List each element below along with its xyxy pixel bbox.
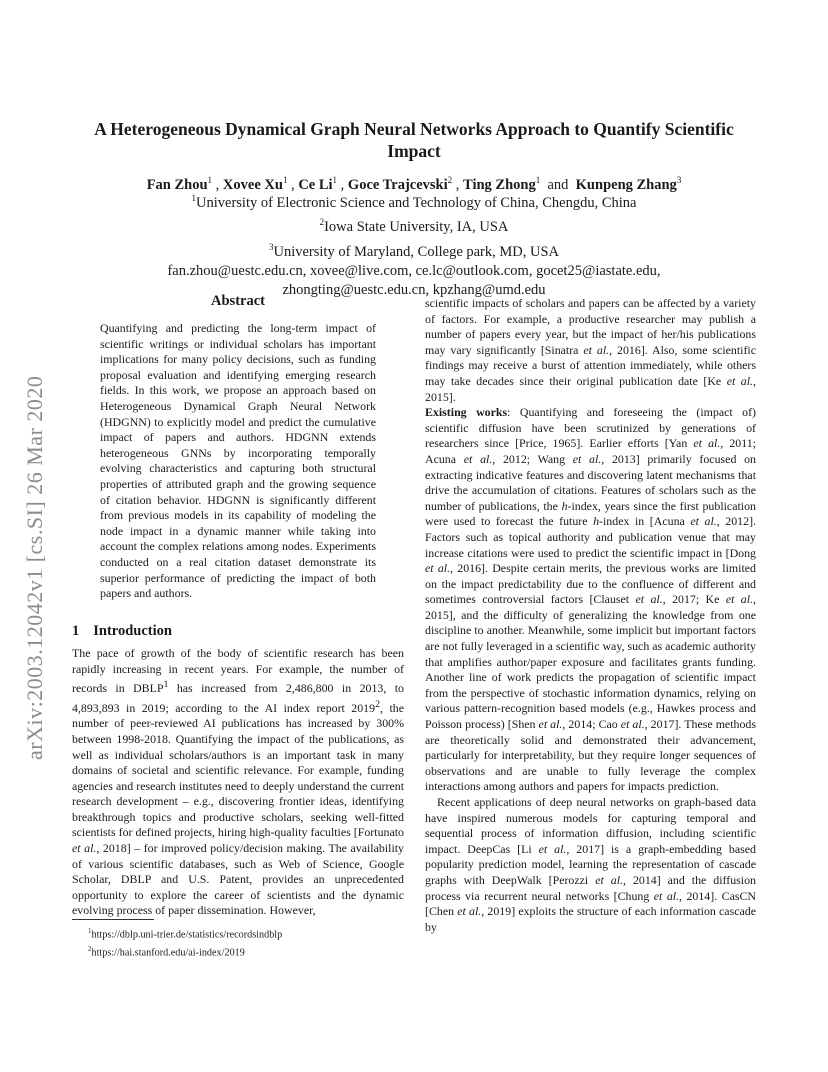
paper-title: A Heterogeneous Dynamical Graph Neural Networks Approach to Quantify Scientific Impact — [94, 119, 734, 161]
paragraph: scientific impacts of scholars and papers can be affected by a variety of factors. For example, a productive researcher may publish a number of papers every year, but the impact of her/his publications may vary significantly [Sinatra et al., 2016]. Also, some scientific findings may receive a burst of attention immediately, while others may take decades since their original publication date [Ke et al., 2015]. — [425, 296, 756, 404]
section-title: Introduction — [93, 623, 172, 639]
author-affil-mark: 1 — [535, 175, 541, 185]
affiliation-block — [72, 189, 756, 301]
author-name: Xovee Xu — [222, 176, 283, 193]
footnote-mark: 1 — [88, 927, 92, 935]
affiliation-mark: 2 — [319, 217, 325, 228]
author-name: Goce Trajcevski — [347, 176, 448, 193]
paragraph-lead: Existing works — [425, 405, 508, 420]
footnote-link: https://dblp.uni-trier.de/statistics/recordsindblp — [91, 929, 283, 941]
left-column — [72, 646, 404, 919]
abstract-text: Quantifying and predicting the long-term impact of scientific writings or individual scholars has important implications for many policy decisions, such as funding proposal evaluation and identifying emerging research fields. In this work, we propose an approach based on Heterogeneous Dynamical Graph Neural Network (HDGNN) to explicitly model and predict the cumulative impact of papers and authors. HDGNN extends heterogeneous GNNs by incorporating temporally evolving characteristics and capturing both structural properties of attributed graph and the growing sequence of citation behavior. HDGNN is significantly different from previous models in its capability of modeling the node impact in a dynamic manner while taking into account the complex relations among nodes. Experiments conducted on a real citation dataset demonstrate its superior performance of predicting the impact of both papers and authors. — [100, 321, 376, 601]
author-separator: , — [340, 176, 345, 193]
affiliation-text: University of Maryland, College park, MD, USA — [273, 243, 560, 260]
paragraph: The pace of growth of the body of scientific research has been rapidly increasing in recent years. For example, the number of records in DBLP$^1$ has increased from 2,486,800 in 2013, to 4,893,893 in 2019; according to the AI index report 2019$^2$, the number of peer-reviewed AI publications has increased by 300% between 1998-2018. Quantifying the impact of the publications, as well as individual scholars/authors is an important task in many domains of societal and scientific relevance. For example, funding agencies and research institutes need to deeply understand the current research development – e.g., discovering frontier ideas, identifying breakthrough topics and productive scholars, seeking well-fitted scientists for defined projects, hiring high-quality faculties [Fortunato et al., 2018] – for improved policy/decision making. The availability of various scientific databases, such as Web of Science, Google Scholar, DBLP and U.S. Patent, provides an unprecedented opportunity to explore the career of scientists and the dynamic evolving process of paper dissemination. However, — [72, 646, 404, 918]
author-name: Ting Zhong — [463, 176, 536, 193]
footnote-divider — [72, 919, 154, 920]
footnotes — [88, 924, 282, 961]
affiliation — [72, 213, 756, 237]
author-affil-mark: 1 — [282, 175, 288, 185]
arxiv-identifier: arXiv:2003.12042v1 [cs.SI] 26 Mar 2020 — [22, 375, 47, 760]
footnote-mark: 2 — [88, 945, 92, 954]
paragraph: Existing works: Quantifying and foreseeing the (impact of) scientific diffusion have been scrutinized by generations of researchers since [Price, 1965]. Earlier efforts [Yan et al., 2011; Acuna et al., 2012; Wang et al., 2013] primarily focused on extracting indicative features and discovering latent mechanisms that drive the accumulation of citations. Features of scholars such as the number of publications, the h-index, years since the first publication were used to forecast the future h-index in [Acuna et al., 2012]. Factors such as topical authority and publication venue that may increase citations were used to predict the scientific impact in [Dong et al., 2016]. Despite certain merits, the previous works are limited on the impact predictability due to the confluence of different and sometimes controversial factors [Clauset et al., 2017; Ke et al., 2015], and the difficulty of generalizing the knowledge from one discipline to another. Meanwhile, some implicit but important factors are not fully leveraged in a scientific way, such as academic authority that amplifies author/paper exposure and facilitates grants funding. Another line of work predicts the propagation of scientific impact from the perspective of stochastic information dynamics, relying on various pattern-recognition based models (e.g., Hawkes process and Poisson process) [Shen et al., 2014; Cao et al., 2017]. These methods are theoretically solid and demonstrated their advancement, particularly for interpretability, but they require longer sequences of observations and are unable to fully leverage the complex interactions among authors and papers for impacts prediction. — [425, 405, 757, 794]
affiliation-text: University of Electronic Science and Technology of China, Chengdu, China — [196, 194, 637, 211]
author-separator: , — [291, 176, 295, 193]
author-separator: , — [455, 176, 460, 193]
section-number: 1 — [72, 623, 80, 639]
footnote-mark: 1 — [163, 679, 169, 691]
author-separator: , — [215, 176, 220, 193]
author-conjunction: and — [547, 176, 569, 193]
author-affil-mark: 1 — [332, 175, 338, 185]
affiliation — [72, 189, 756, 213]
author-affil-mark: 2 — [447, 175, 453, 185]
author-affil-mark: 3 — [676, 175, 682, 185]
author-name: Ce Li — [298, 176, 333, 193]
footnote-mark: 2 — [375, 698, 381, 710]
author-name: Kunpeng Zhang — [575, 176, 677, 193]
right-column — [425, 296, 756, 935]
author-emails: zhongting@uestc.edu.cn, kpzhang@umd.edu — [282, 282, 546, 299]
author-emails: fan.zhou@uestc.edu.cn, xovee@live.com, ce.lc@outlook.com, gocet25@iastate.edu, — [167, 262, 661, 279]
footnote — [88, 942, 282, 960]
paragraph: Recent applications of deep neural networks on graph-based data have inspired numerous models for capturing temporal and sequential process of information diffusion, including scientific impact. DeepCas [Li et al., 2017] is a graph-embedding based popularity prediction model, learning the representation of cascade graphs with DeepWalk [Perozzi et al., 2014] and the diffusion process via recurrent neural networks [Chung et al., 2014]. CasCN [Chen et al., 2019] exploits the structure of each information cascade by — [425, 795, 756, 934]
affiliation-mark: 3 — [268, 241, 274, 252]
author-affil-mark: 1 — [207, 175, 213, 185]
footnote-link: https://hai.stanford.edu/ai-index/2019 — [91, 947, 245, 959]
footnote — [88, 924, 282, 942]
affiliation-mark: 1 — [191, 193, 197, 203]
affiliation-text: Iowa State University, IA, USA — [324, 219, 509, 236]
section-heading — [72, 623, 172, 640]
author-name: Fan Zhou — [146, 176, 208, 193]
affiliation — [72, 238, 756, 262]
abstract-heading: Abstract — [211, 293, 265, 309]
